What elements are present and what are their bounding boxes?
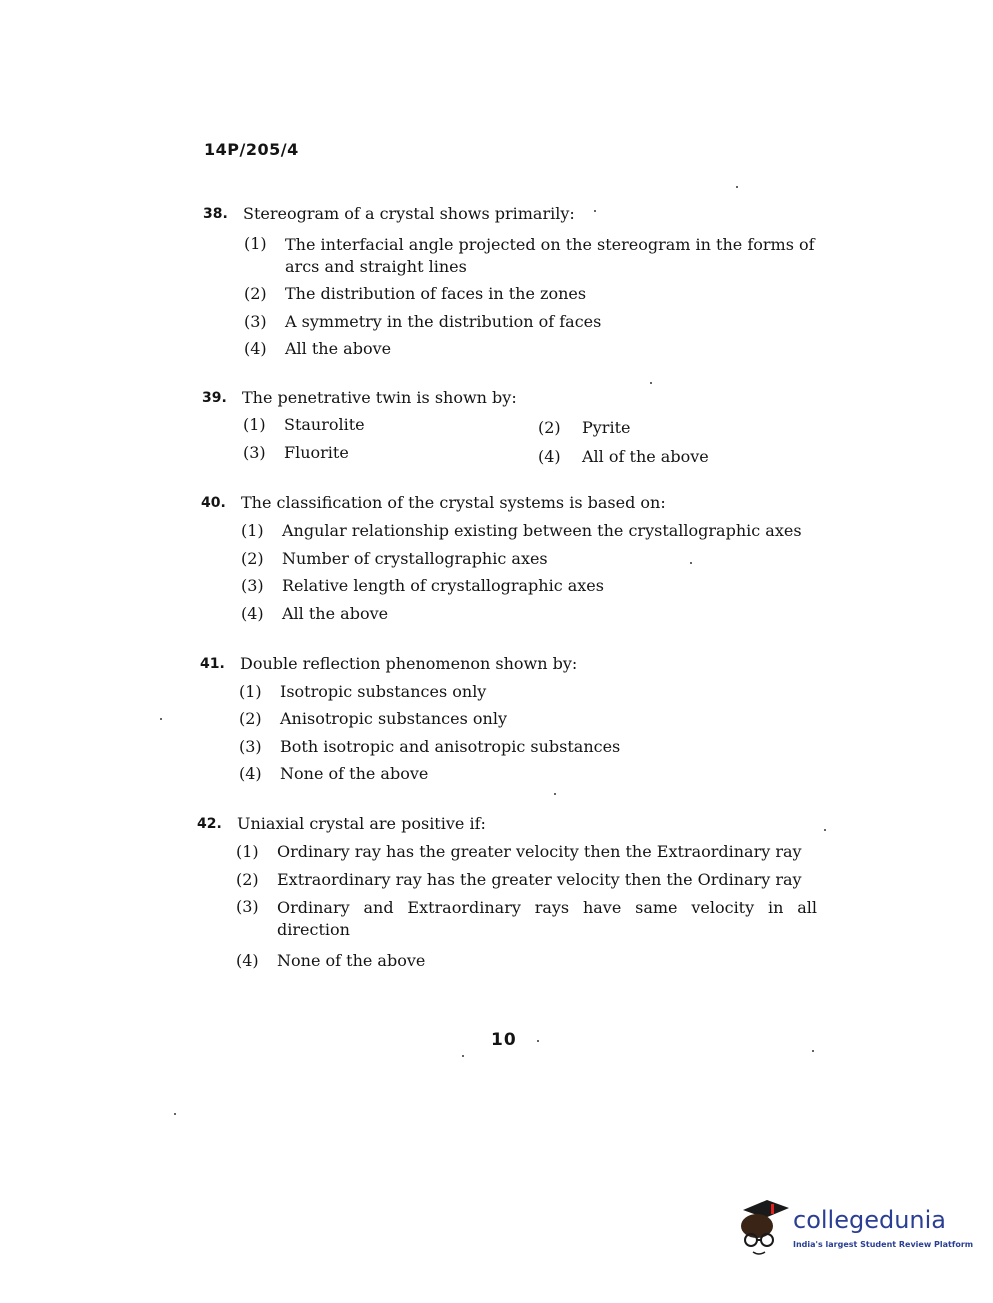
scan-speck bbox=[554, 793, 556, 795]
option-text: Extraordinary ray has the greater velocity then the Ordinary ray bbox=[277, 870, 802, 889]
option-text: All the above bbox=[282, 604, 389, 623]
option-text: None of the above bbox=[280, 764, 429, 783]
option-number: (1) bbox=[239, 682, 262, 701]
option-number: (2) bbox=[244, 284, 267, 303]
scan-speck bbox=[812, 1050, 814, 1052]
option-text: Anisotropic substances only bbox=[280, 709, 507, 728]
option-number: (2) bbox=[239, 709, 262, 728]
option-text: All the above bbox=[285, 339, 392, 358]
brand-tagline: India's largest Student Review Platform bbox=[793, 1240, 974, 1249]
question-number: 42. bbox=[197, 816, 222, 832]
option-number: (4) bbox=[538, 447, 561, 466]
scan-speck bbox=[650, 382, 652, 384]
scan-speck bbox=[736, 186, 738, 188]
collegedunia-watermark bbox=[735, 1196, 974, 1266]
question-stem: The classification of the crystal systems is based on: bbox=[241, 493, 666, 512]
option-text: The interfacial angle projected on the stereogram in the forms of arcs and straight lines bbox=[285, 235, 815, 276]
mascot-graduate-icon bbox=[735, 1196, 791, 1258]
option-number: (3) bbox=[236, 897, 259, 916]
option-text: A symmetry in the distribution of faces bbox=[285, 312, 602, 331]
option-text: Ordinary ray has the greater velocity then the Extraordinary ray bbox=[277, 842, 802, 861]
question-number: 41. bbox=[200, 656, 225, 672]
page-number: 10 bbox=[491, 1030, 517, 1050]
option-text: Staurolite bbox=[284, 415, 365, 434]
option-number: (1) bbox=[241, 521, 264, 540]
question-stem: The penetrative twin is shown by: bbox=[242, 388, 517, 407]
scan-speck bbox=[537, 1040, 539, 1042]
question-number: 38. bbox=[203, 206, 228, 222]
option-text: Pyrite bbox=[582, 418, 631, 437]
scan-speck bbox=[594, 210, 596, 212]
option-number: (4) bbox=[244, 339, 267, 358]
option-text: Fluorite bbox=[284, 443, 349, 462]
option-number: (4) bbox=[239, 764, 262, 783]
brand-name: collegedunia bbox=[793, 1206, 947, 1234]
option-text: The distribution of faces in the zones bbox=[285, 284, 587, 303]
scan-speck bbox=[174, 1113, 176, 1115]
scan-speck bbox=[462, 1055, 464, 1057]
option-text: Isotropic substances only bbox=[280, 682, 487, 701]
option-number: (4) bbox=[241, 604, 264, 623]
question-stem: Stereogram of a crystal shows primarily: bbox=[243, 204, 575, 223]
scan-speck bbox=[824, 829, 826, 831]
scan-speck bbox=[160, 718, 162, 720]
option-number: (1) bbox=[243, 415, 266, 434]
option-number: (2) bbox=[538, 418, 561, 437]
question-number: 40. bbox=[201, 495, 226, 511]
option-number: (3) bbox=[244, 312, 267, 331]
option-text: Number of crystallographic axes bbox=[282, 549, 548, 568]
option-number: (3) bbox=[241, 576, 264, 595]
paper-code: 14P/205/4 bbox=[204, 140, 299, 159]
option-number: (1) bbox=[244, 234, 267, 253]
option-text: Relative length of crystallographic axes bbox=[282, 576, 604, 595]
option-number: (3) bbox=[239, 737, 262, 756]
question-number: 39. bbox=[202, 390, 227, 406]
option-text: Angular relationship existing between the crystallographic axes bbox=[282, 521, 802, 540]
option-text: None of the above bbox=[277, 951, 426, 970]
scan-speck bbox=[690, 562, 692, 564]
question-stem: Uniaxial crystal are positive if: bbox=[237, 814, 486, 833]
question-stem: Double reflection phenomenon shown by: bbox=[240, 654, 578, 673]
option-text: Ordinary and Extraordinary rays have same velocity in all direction bbox=[277, 898, 817, 939]
option-number: (4) bbox=[236, 951, 259, 970]
option-text: Both isotropic and anisotropic substances bbox=[280, 737, 621, 756]
option-text: All of the above bbox=[582, 447, 709, 466]
option-number: (3) bbox=[243, 443, 266, 462]
option-number: (1) bbox=[236, 842, 259, 861]
option-number: (2) bbox=[236, 870, 259, 889]
option-number: (2) bbox=[241, 549, 264, 568]
